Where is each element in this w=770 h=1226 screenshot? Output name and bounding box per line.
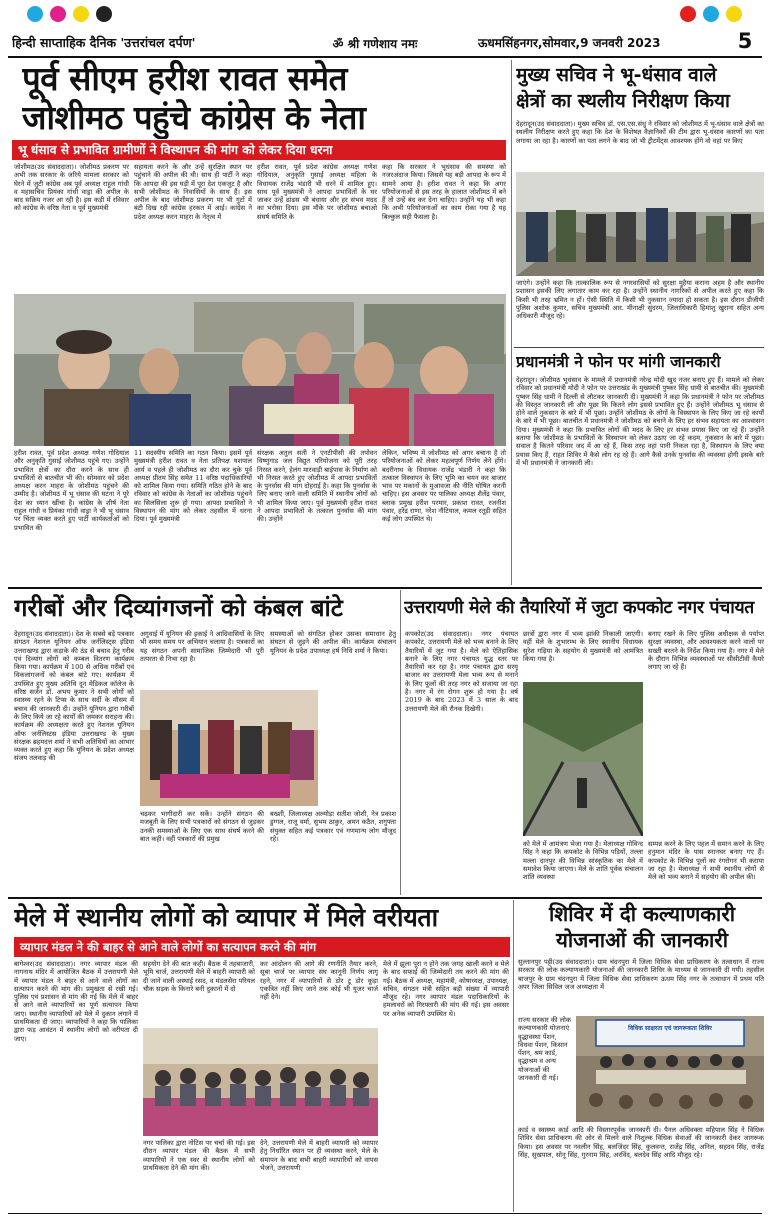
story3-headline: प्रधानमंत्री ने फोन पर मांगी जानकारी <box>516 353 721 371</box>
story7-banner-title: विधिक साक्षरता एवं जागरूकता शिविर <box>628 1025 712 1032</box>
column-divider-mid <box>400 590 401 895</box>
story5-bottom-col2: सम्पन्न करने के लिए पहल में समान करने के लिए हनुमान मंदिर के पास स्नानघर बनाए गए हैं। कपकोट के विभिन्न पूलों का रंगरोगन भी कराया जा रहा है। मेलाध्यक्ष ने सभी स्थानीय लोगों से मेले को भव्य बनाने में सहयोग की अपील की। <box>648 840 764 882</box>
story5-col2: छात्रों द्वारा नगर में भव्य झांकी निकाली जाएगी। वहीं मेले के शुभारम्भ के लिए स्थानीय विधायक सुरेश गढ़िया के सहयोग से मुख्यमंत्री को आमंत्रित किया गया है। <box>523 630 643 663</box>
story6-col4: मेले में झूला पूरा न होने तक जगह खाली करने व मेले के बाद सफाई की जिम्मेदारी तय करने की मांग की गई। बैठक में अध्यक्ष, महामंत्री, कोषाध्यक्ष, उपाध्यक्ष, सचिव, संगठन मंत्री सहित बड़ी संख्या में व्यापारी मौजूद रहे। नगर व्यापार मंडल पदाधिकारियों के हमलावरों को गिरफ्तारी की मांग की गई। इस अवसर पर अनेक व्यापारी उपस्थित थे। <box>383 960 509 1018</box>
registration-dot-magenta <box>50 6 66 22</box>
story4-col3: समस्याओं को संगठित होकर उसका समाधान हेतु संघटन से जुड़ने की अपील की। कार्यक्रम संचालन यूनियन के प्रदेश उपाध्यक्ष हर्ष निधि शर्मा ने किया। <box>270 630 396 655</box>
story1-photo-caption: हरीश रावत, पूर्व प्रदेश अध्यक्ष गणेश गोदियाल और अनुकृति गुसाईं जोशीमठ पहुंचे गए। उन्होंने प्रभावित क्षेत्रों का दौरा करने के साथ ही प्रभावितों से बातचीत भी की। सोमवार को प्रदेश अध्यक्ष करन माहरा के जोशीमठ पहुंचने की उम्मीद है। जोशीमठ में भू धंसाव की घटना ने पूरे देश का ध्यान खींचा है। कांग्रेस के शीर्ष नेता राहुल गांधी व प्रियंका गांधी वाड्रा ने भी भू धंसाव पर चिंता व्यक्त करते हुए पार्टी कार्यकर्ताओं को प्रभावित की <box>14 449 129 532</box>
story4-col2b: चढ़कर भागीदारी कर सकें। उन्होंने संगठन की मजबूती के लिए सभी पत्रकारों को संगठन से जुड़कर उनकी समस्याओं के लिए एक साथ संघर्ष करने की बात कही। वहीं पत्रकारों की प्रमुख <box>140 810 264 843</box>
story6-col3: कर आंदोलन की आगे की रणनीति तैयार करने, सूबा चार्ज पर व्यापार संघ कानूनी निर्णय लागू रहने, नगर में व्यापारियों से डोर टू डोर कूड़ा एकत्रित नहीं किए जाने तक कोई भी यूजर चार्ज नहीं देने। <box>260 960 378 1002</box>
story1-col3: हरीश रावत, पूर्व प्रदेश कांग्रेस अध्यक्ष गणेश गोदियाल, अनुकृति गुसाईं अध्यक्ष महिला के विधायक राजेंद्र भंडारी भी धरने में शामिल हुए। साथ पूर्व मुख्यमंत्री ने आपदा प्रभावितों के घर जाकर उन्हें ढांढस भी बंधाया और हर संभव मदद का भरोसा दिया। इस मौके पर जोशीमठ बचाओ संघर्ष समिति के <box>257 163 377 221</box>
masthead-left: हिन्दी साप्ताहिक दैनिक 'उत्तरांचल दर्पण' <box>12 35 196 50</box>
story2-text-bottom: जाएंगे। उन्होंने कहा कि तात्कालिक रूप से नगरवासियों को सुरक्षा मुहैया कराना अहम है और स्थानीय प्रशासन इसकी लिए लगातार काम कर रहा है। उन्होंने स्थानीय नागरिकों से अपील करते हुए कहा कि किसी भी तरह भ्रमित न हों। ऐसी स्थिति में किसी भी नुकसान ज्यादा हो सकता है। इस दौरान डीजीपी पुलिस अशोक कुमार, सचिव मुख्यमंत्री आर. मीनाक्षी सुंदरम, जिलाधिकारी हिमांशु खुराना सहित अन्य अधिकारी मौजूद रहे। <box>516 279 764 321</box>
story2-photo <box>516 172 764 276</box>
registration-dot-red <box>680 6 696 22</box>
story1-col1: जोशीमठ(उद संवाददाता)। जोशीमठ प्रकरण पर अभी तक सरकार के जरिये मामला सरकार को घेरने में जुटी कांग्रेस अब पूर्व अध्यक्ष राहुल गांधी व महासचिव प्रियंका गांधी वाड्रा की अपील के बाद सक्रिय नजर आ रही है। इस कड़ी में रविवार को कांग्रेस के वरिष्ठ नेता व पूर्व मुख्यमंत्री <box>14 163 129 213</box>
registration-dot-black <box>96 6 112 22</box>
story3-text: देहरादून। जोशीमठ भूधंसाव के मामले में प्रधानमंत्री नरेन्द्र मोदी खुद नजर बनाए हुए हैं। मामले को लेकर रविवार को प्रधानमंत्री मोदी ने फोन पर उत्तराखंड के मुख्यमंत्री पुष्कर सिंह धामी से बातचीत की। मुख्यमंत्री पुष्कर सिंह धामी ने दिल्ली से लौटकर जानकारी दी। मुख्यमंत्री ने कहा कि प्रधानमंत्री ने फोन पर जोशीमठ की विस्तृत जानकारी ली और पूछा कि कितने लोग इससे प्रभावित हुए हैं। उन्होंने जोशीमठ भू धंसाव से होने वाले नुकसान के बारे में भी पूछा। उन्होंने जोशीमठ के लोगों के विस्थापन के लिए किए जा रहे कार्यों के बारे में भी पूछा। बातचीत में प्रधानमंत्री ने जोशीमठ को बचाने के लिए हर संभव सहायता का आश्वासन दिया। मुख्यमंत्री ने कहा कि प्रभावित लोगों की मदद के लिए हर संभव प्रयास किए जा रहे हैं। उन्होंने बताया कि जोशीमठ के प्रभावितों के विस्थापन को लेकर उठाए जा रहे कदम, नुकसान के बारे में पूछा। सवाल है कितने परिवार जद में आ रहे हैं, किस तरह वहां पानी निकल रहा है, विस्थापन के लिए क्या प्रयास किए हैं, राहत शिविर में कैसे लोग रह रहे हैं। आगे कैसे उनके पुनर्वास की व्यवस्था होगी इसके बारे में भी प्रधानमंत्री ने जानकारी ली। <box>516 376 764 467</box>
story7-text-top: सुल्तानपुर पट्टी(उद संवाददाता)। ग्राम चंदनपुरा में जिला विधिक सेवा प्राधिकरण के तत्वाधान में राज्य सरकार की लोक कल्याणकारी योजनाओं की जानकारी शिविर के माध्यम से जानकारी दी गयी। तहसील बाजपुर के ग्राम चंदनपुरा में जिला विधिक सेवा प्राधिकरण ऊधम सिंह नगर के तत्वाधान में प्रथम पति अपर जिला सिविल जज अध्यक्षता में <box>518 958 764 991</box>
story5-col3: बनाए रखने के लिए पुलिस अधीक्षक से पर्याप्त सुरक्षा व्यवस्था, और आवश्यकता करने वालों पर सख्ती बरतने के निर्देश किया गया है। नगर में मेले के दौरान विभिन्न व्यवस्थाओं पर सीसीटीवी कैमरे लगाए जा रहे हैं। <box>648 630 764 672</box>
story2-divider <box>514 347 764 348</box>
story2-headline-line1: मुख्य सचिव ने भू-धंसाव वाले <box>516 64 717 86</box>
story1-photo <box>14 294 506 446</box>
story6-col2: सहयोग देने की बात कही। बैठक में तहबाजारी, भूमि चार्ज, उत्तरायणी मेले में बाहरी व्यापारी को दी जाने वाली अस्थाई रसद, व मंडलसेरा परियल चौक सड़क के किनारे बनी दुकानों में दो <box>143 960 255 993</box>
blanket-distribution-photo <box>140 690 318 806</box>
inspection-photo-illustration <box>516 172 764 276</box>
registration-dot-yellow-right <box>726 6 742 22</box>
bridge-photo-illustration <box>523 682 643 836</box>
story2-headline-line2: क्षेत्रों का स्थलीय निरीक्षण किया <box>516 90 730 112</box>
story6-subhead: व्यापार मंडल ने की बाहर से आने वाले लोगों का सत्यापन करने की मांग <box>14 937 510 957</box>
section-rule-2 <box>8 897 762 899</box>
story6-headline: मेले में स्थानीय लोगों को व्यापार में मिले वरीयता <box>14 903 438 932</box>
story6-col3b: देने, उत्तरायणी मेले में बाहरी व्यापारी को व्यापार हेतु निर्धारित स्थान पर ही व्यवस्था करने, मेले के समापन के बाद सभी बाहरी व्यापारियों को वापस भेजने, उत्तरायणी <box>260 1139 378 1172</box>
story1-headline-line1: पूर्व सीएम हरीश रावत समेत <box>22 59 347 98</box>
column-divider-bottom <box>513 900 514 1212</box>
story7-text-side: राज्य सरकार की लोक कल्याणकारी योजनाएं वृद्धावस्था पेंशन, विधवा पेंशन, किसान पेंशन, श्रम कार्ड, वृद्धाश्रम व अन्य योजनाओं की जानकारी दी गई। <box>518 1016 571 1083</box>
story7-text-bottom: कार्ड व स्वास्थ्य कार्ड आदि की विस्तारपूर्वक जानकारी दी। पैनल अधिवक्ता महिपाल सिंह ने विधिक शिविर सेवा प्राधिकरण की ओर से मिलने वाले निशुल्क विधिक सेवाओं की जानकारी देकर जागरूक किया। इस अवसर पर नवलीन सिंह, बलजिंदर सिंह, कुलवन्त, राजेंद्र सिंह, अनिल, सहदव सिंह, राजेंद्र सिंह, सुखपाल, सोनू सिंह, गुरनाम सिंह, अरविंद, बलदेव सिंह आदि मौजूद रहे। <box>518 1126 764 1159</box>
story7-photo <box>576 1016 764 1122</box>
registration-dot-yellow <box>73 6 89 22</box>
story7-headline-line1: शिविर में दी कल्याणकारी <box>548 902 736 926</box>
story6-col1: बागेश्वर(उद संवाददाता)। नगर व्यापार मंडल की नागनाथ मंदिर में आयोजित बैठक में उत्तरायणी मेले में व्यापार मंडल ने बाहर से आने वाले लोगों का सत्यापन करने की मांग की। प्रमुखता से रखी गई। पुलिस एवं प्रशासन से मांग की गई कि मेले में बाहर से आने वाले व्यापारियों का पूर्ण सत्यापन किया जाए। स्थानीय व्यापारियों को मेले में दुकान लगाने में प्राथमिकता दी जाए। व्यापारियों ने कहा कि पालिका द्वारा फड़ आवंटन में स्थानीय लोगों को वरीयता दी जाए। <box>14 960 138 1043</box>
story5-photo <box>523 682 643 836</box>
story4-col1: देहरादून(उद संवाददाता)। देश के सबसे बड़े पत्रकार संगठन नेशनल यूनियन ऑफ जर्नलिस्ट्स इंडिया उत्तराखण्ड द्वारा कड़ाके की ठंड से बचाव हेतु गरीब एवं दिव्यांग लोगों को कम्बल वितरण कार्यक्रम किया गया। कार्यक्रम में 100 से अधिक गरीबों एवं विकलांगजनों को कंबल बांटे गए। कार्यक्रम में उपस्थित हुए मुख्य अतिथि दून मेडिकल कॉलेज के वरिष्ठ सर्जन डॉ. अभय कुमार ने सभी लोगों को स्वास्थ्य रहने के टिप्स के साथ सर्दी के मौसम में बचाव की जानकारी दी। उन्होंने यूनियन द्वारा गरीबों के लिए किये जा रहे कार्यों की जमकर सराहना की। कार्यक्रम की अध्यक्षता करते हुए नेशनल यूनियन ऑफ जर्नलिस्टस इंडिया उत्तराखण्ड के मुख्य संरक्षक ब्रहमदत्त शर्मा ने सभी अतिथियों का आभार व्यक्त करते हुए कहा कि यूनियन के प्रदेश अध्यक्ष संजय तलवाड़ की <box>14 630 134 763</box>
story4-col3b: बख्शी, जिलाध्यक्ष अल्मोड़ा सतीश जोशी, नेत्र प्रकाश डुग्गल, राजू वर्मा, सुभम ठाकुर, अमन कठैत, शगुफ्ता संयुक्त सहित कई पत्रकार एवं गणमान्य लोग मौजूद रहे। <box>270 810 396 843</box>
story1-lower-col4: लेकिन, भविष्य में जोशीमठ को अगर बचाना है तो परियोजनाओं को लेकर महत्वपूर्ण निर्णय लेने होंगे। बदरीनाथ के विधायक राजेंद्र भंडारी ने कहा कि तत्काल विस्थापन के लिए भूमि का चयन कर बाजार भाव पर मकानों के मुआवजा की नीति घोषित करनी चाहिए। इस अवसर पर पालिका अध्यक्ष शैलेंद्र पंवार, ब्लाक प्रमुख हरीश परमार, प्रकाश रावत, रजनीश पंवार, हरेंद्र राणा, नरेश नौटियाल, कमल रतूड़ी सहित कई लोग उपस्थित थे। <box>382 449 506 524</box>
column-divider-right <box>511 60 512 585</box>
story1-subhead: भू धंसाव से प्रभावित ग्रामीणों ने विस्थापन की मांग को लेकर दिया धरना <box>12 140 506 160</box>
story1-col2: सहायता करने के और उन्हें सुरक्षित स्थान पर पहुंचाने की अपील की थी। साथ ही पार्टी ने कहा कि आपदा की इस घड़ी में पूरा देश एकजुट है और सभी जोशीमठ के निवासियों के साथ हैं। इस अपील के बाद जोशीमठ प्रकरण पर भी गुटों में बंटी दिख रही कांग्रेस हरकत में आई। कांग्रेस ने प्रदेश अध्यक्ष करन माहरा के नेतृत्व में <box>134 163 252 221</box>
story2-text-top: देहरादून(उद संवाददाता)। मुख्य सचिव डॉ. एस.एस.संधु ने रविवार को जोशीमठ में भू-धंसाव वाले क्षेत्रों का स्थलीय निरीक्षण करते हुए कहा कि देश के विशेषज्ञ वैज्ञानिकों की टीम द्वारा भू-धंसाव कारणों का पता लगाया जा रहा है। कारणों का पता लगने के बाद जो भी ट्रीटमेंट्स आवश्यक होंगे वो वहां पर किए <box>516 120 764 145</box>
page-number: 5 <box>737 30 753 53</box>
story6-photo <box>143 1028 378 1136</box>
protest-photo-illustration <box>14 294 506 446</box>
story1-lower-col3: संरक्षक अतुल सती ने एनटीपीसी की तपोवन विष्णुगाड जल विद्युत परियोजना को पूरी तरह निरस्त करने, हेलंग मारवाड़ी बाईपास के निर्माण को भी निरस्त करते हुए जोशीमठ में आपदा प्रभावितों के पुनर्वास की मांग दोहराई है। कहा कि पुनर्वास के लिए बनाए जाने वाली समिति में स्थानीय लोगों को भी शामिल किया जाए। पूर्व मुख्यमंत्री हरीश रावत ने आपदा प्रभावितों के तत्काल पुनर्वास की मांग की। उन्होंने <box>257 449 377 524</box>
section-rule-1 <box>8 587 762 589</box>
footer-rule <box>8 1213 762 1214</box>
story5-headline: उत्तरायणी मेले की तैयारियों में जुटा कपकोट नगर पंचायत <box>404 598 754 618</box>
masthead-center: ॐ श्री गणेशाय नमः <box>332 37 418 51</box>
masthead <box>8 30 762 54</box>
story7-headline-line2: योजनाओं की जानकारी <box>555 928 729 952</box>
masthead-right: ऊधमसिंहनगर,सोमवार,9 जनवरी 2023 <box>478 36 661 50</box>
story4-headline: गरीबों और दिव्यांगजनों को कंबल बांटे <box>14 594 343 622</box>
story6-col2b: नगर पालिका द्वारा नोटिस पर चर्चा की गई। इस दौरान व्यापार मंडल की बैठक में सभी व्यापारियों ने एक स्वर से स्थानीय लोगों को प्राथमिकता देने की मांग की। <box>143 1139 255 1172</box>
registration-dot-cyan-right <box>703 6 719 22</box>
story1-lower-col2: 11 सदस्यीय समिति का गठन किया। इसमें पूर्व मुख्यमंत्री हरीश रावत व नेता प्रतिपक्ष यशपाल आर्य व पहले ही जोशीमठ का दौरा कर चुके पूर्व अध्यक्ष प्रीतम सिंह समेत 11 वरिष्ठ पदाधिकारियों को शामिल किया गया। समिति गठित होने के बाद रविवार को कांग्रेस के नेताओं का जोशीमठ पहुंचने का सिलसिला शुरू हो गया। आपदा प्रभावितों ने विस्थापन की मांग को लेकर तहसील में धरना दिया। पूर्व मुख्यमंत्री <box>134 449 252 524</box>
story1-headline-line2: जोशीमठ पहुंचे कांग्रेस के नेता <box>22 98 366 137</box>
story5-bottom-col1: को मेले में आमंत्रण भेजा गया है। मेलाध्यक्ष गोविन्द सिंह ने कहा कि कपकोट के विभिन्न पड़ियों, तल्ला मल्ला दानपुर की विभिन्न सांस्कृतिक का मेले में समावेश किया जाएगा। मेले के शांति पूर्वक संचालन शांति व्यवस्था <box>523 840 643 882</box>
story4-photo <box>140 690 318 806</box>
story5-col1: कपकोट(उद संवाददाता)। नगर पंचायत कपकोट, उत्तरायणी मेले को भव्य बनाने के लिए तैयारियों में जुट गया है। मेले को ऐतिहासिक बनाने के लिए नगर पंचायत युद्ध स्तर पर तैयारियों कर रहा है। नगर पंचायत द्वारा सरयू बाजार का उत्तरायणी मेला भव्य रूप से मनाने के लिए फूलों की तरह नगर को सजाया जा रहा है। नगर में रंग रोगन शुरू हो गया है। वर्ष 2019 के बाद 2023 में 3 साल के बाद उत्तरायणी मेले की रौनक दिखेगी। <box>405 630 518 713</box>
story4-col2: अगुवाई में यूनियन की इकाई ने आदिवासियों के लिए भी समय समय पर अभियान चलाया है। पत्रकारों का यह संगठन अपनी सामाजिक जिम्मेदारी भी पूरी तत्परता से निभा रहा है। <box>140 630 264 663</box>
registration-dot-cyan <box>27 6 43 22</box>
story1-col4: कहा कि सरकार ने भूधंसाव की समस्या को नजरअंदाज किया। जिससे यह बड़ी आपदा के रूप में सामने आया है। हरीश रावत ने कहा कि अगर परियोजनाओं से इस तरह के हालात जोशीमठ में बने हैं तो उन्हें बंद कर देना चाहिए। उन्होंने यह भी कहा कि अभी परियोजनाओं का काम रोका गया है यह बिल्कुल सही फैसला है। <box>382 163 506 221</box>
meeting-photo-illustration <box>143 1028 378 1136</box>
